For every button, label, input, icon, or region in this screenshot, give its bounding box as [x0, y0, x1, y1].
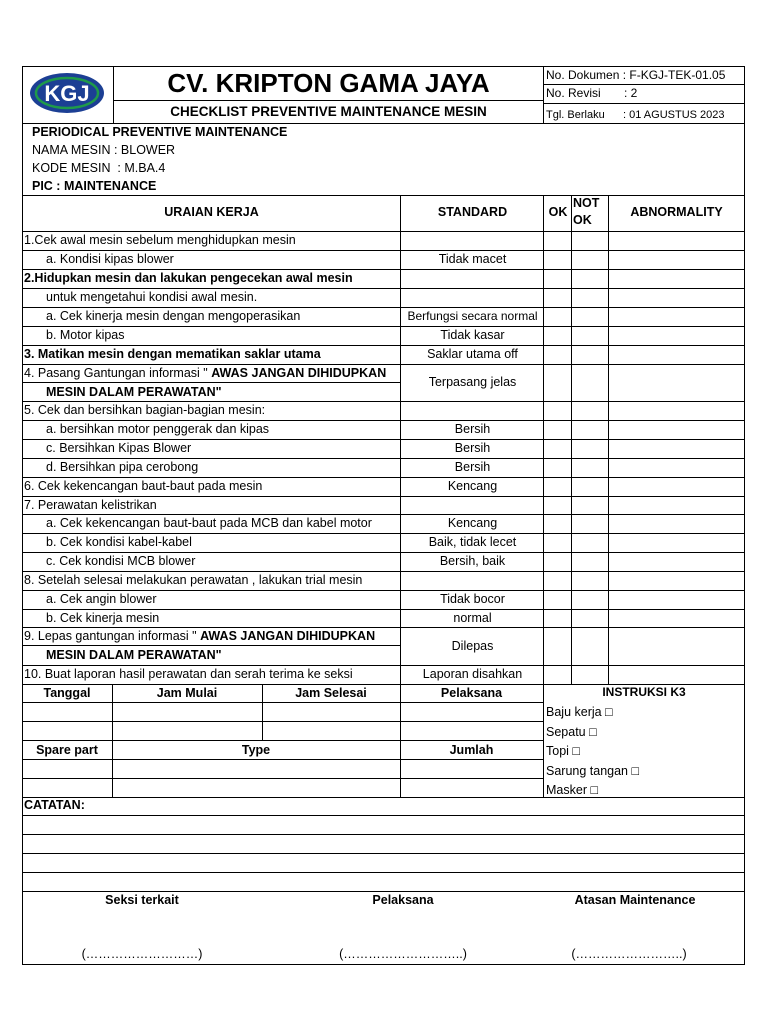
checklist-item-text: 1.Cek awal mesin sebelum menghidupkan mesin [24, 233, 296, 247]
company-name: CV. KRIPTON GAMA JAYA [167, 68, 490, 98]
k3-left-line [543, 684, 544, 797]
col-header-not-ok-1: NOT [573, 196, 600, 210]
checklist-row-line [22, 458, 744, 459]
checklist-item-text: 2.Hidupkan mesin dan lakukan pengecekan awal mesin [24, 271, 353, 285]
checklist-standard: Laporan disahkan [422, 667, 523, 681]
checklist-item-text-line-2: MESIN DALAM PERAWATAN" [46, 385, 222, 399]
signature-section-blank: (………………………) [81, 947, 203, 961]
checklist-row-line [22, 590, 744, 591]
checklist-row-line [22, 533, 744, 534]
log-line-2 [22, 721, 544, 722]
effective-date-label: Tgl. Berlaku [546, 109, 605, 121]
col-line-not-ok [571, 195, 572, 684]
periodical-label: PERIODICAL PREVENTIVE MAINTENANCE [32, 125, 288, 139]
col-line-ok [543, 195, 544, 684]
checklist-item-text: c. Cek kondisi MCB blower [46, 554, 196, 568]
log-line-3 [22, 740, 544, 741]
col-header-abnormality: ABNORMALITY [630, 205, 723, 219]
effective-date-value: : 01 AGUSTUS 2023 [623, 109, 725, 121]
col-header-ok: OK [548, 205, 568, 219]
signature-executor-blank: (………………………..) [339, 947, 467, 961]
signature-supervisor-label: Atasan Maintenance [574, 893, 696, 907]
checklist-standard: Tidak bocor [440, 592, 505, 606]
checklist-standard: Kencang [447, 479, 498, 493]
checklist-item-text: b. Cek kondisi kabel-kabel [46, 535, 192, 549]
k3-item: Sepatu □ [546, 724, 597, 739]
machine-name: NAMA MESIN : BLOWER [32, 143, 176, 157]
spare-header-part: Spare part [36, 743, 98, 757]
pic-label: PIC : MAINTENANCE [32, 179, 157, 193]
checklist-standard: Tidak macet [438, 252, 507, 266]
checklist-item-text: b. Motor kipas [46, 328, 125, 342]
checklist-standard: Bersih [454, 441, 491, 455]
doc-info-divider [543, 66, 544, 123]
checklist-row-line [22, 496, 744, 497]
info-bottom-line [22, 195, 744, 196]
notes-line-1 [22, 815, 744, 816]
k3-item: Topi □ [546, 744, 580, 758]
checklist-standard: Baik, tidak lecet [428, 535, 517, 549]
checklist-row-line [22, 401, 744, 402]
checklist-item-text: 6. Cek kekencangan baut-baut pada mesin [24, 479, 263, 493]
checklist-item-text: 8. Setelah selesai melakukan perawatan , lakukan trial mesin [24, 573, 363, 587]
signature-supervisor-blank: (……………………..) [571, 947, 687, 961]
col-header-work: URAIAN KERJA [164, 205, 259, 219]
checklist-item-text: 10. Buat laporan hasil perawatan dan serah terima ke seksi [24, 667, 353, 681]
spare-header-type: Type [241, 743, 271, 757]
col-header-bottom-line [22, 231, 744, 232]
document-number: No. Dokumen : F-KGJ-TEK-01.05 [546, 68, 726, 82]
title-line [113, 100, 543, 101]
notes-line-2 [22, 834, 744, 835]
col-header-not-ok-2: OK [573, 213, 592, 227]
checklist-item-text: 9. Lepas gantungan informasi " AWAS JANGAN DIHIDUPKAN [24, 629, 376, 643]
log-line-1 [22, 702, 544, 703]
notes-label: CATATAN: [24, 798, 85, 812]
spare-header-qty: Jumlah [449, 743, 494, 757]
checklist-row-line [22, 439, 744, 440]
col-line-standard [400, 195, 401, 684]
notes-line-5 [22, 891, 744, 892]
checklist-row-line [22, 364, 744, 365]
checklist-row-line [22, 269, 744, 270]
logo-text: KGJ [44, 81, 90, 106]
log-header-start: Jam Mulai [156, 686, 218, 700]
checklist-standard: Kencang [447, 516, 498, 530]
checklist-row-line [22, 552, 744, 553]
checklist-standard: Dilepas [451, 639, 494, 653]
checklist-row-line [22, 571, 744, 572]
log-line-5 [22, 778, 544, 779]
checklist-standard: Saklar utama off [427, 347, 518, 361]
checklist-item-text: a. Cek kinerja mesin dengan mengoperasikan [46, 309, 301, 323]
checklist-row-line [22, 420, 744, 421]
checklist-item-text: a. Cek kekencangan baut-baut pada MCB dan kabel motor [46, 516, 372, 530]
checklist-standard: Terpasang jelas [428, 375, 517, 389]
signature-section-label: Seksi terkait [105, 893, 179, 907]
document-title: CHECKLIST PREVENTIVE MAINTENANCE MESIN [170, 104, 487, 119]
checklist-item-text: 5. Cek dan bersihkan bagian-bagian mesin: [24, 403, 266, 417]
log-line-4 [22, 759, 544, 760]
notes-line-3 [22, 853, 744, 854]
checklist-row-line [22, 288, 744, 289]
checklist-standard: Bersih, baik [439, 554, 506, 568]
checklist-standard: Bersih [454, 422, 491, 436]
log-header-end: Jam Selesai [295, 686, 367, 700]
doc-info-line-2 [543, 103, 744, 104]
warning-sign-text: AWAS JANGAN DIHIDUPKAN [200, 629, 376, 643]
checklist-item-text: a. Kondisi kipas blower [46, 252, 174, 266]
k3-title: INSTRUKSI K3 [602, 685, 686, 699]
col-line-abnormality [608, 195, 609, 684]
revision-number: No. Revisi : 2 [546, 86, 638, 100]
checklist-item-text: 7. Perawatan kelistrikan [24, 498, 157, 512]
log-header-executor: Pelaksana [440, 686, 503, 700]
checklist-standard: Bersih [454, 460, 491, 474]
checklist-row-line [22, 514, 744, 515]
checklist-row-line [22, 477, 744, 478]
checklist-standard: Tidak kasar [440, 328, 505, 342]
checklist-row-line [22, 609, 744, 610]
checklist-item-text: c. Bersihkan Kipas Blower [46, 441, 192, 455]
checklist-item-text: 4. Pasang Gantungan informasi " AWAS JANGAN DIHIDUPKAN [24, 366, 387, 380]
row-half-line [22, 645, 400, 646]
checklist-standard: normal [453, 611, 492, 625]
doc-info-line-1 [543, 84, 744, 85]
checklist-item-text: untuk mengetahui kondisi awal mesin. [46, 290, 258, 304]
checklist-row-line [22, 627, 744, 628]
log-header-date: Tanggal [43, 686, 91, 700]
checklist-row-line [22, 307, 744, 308]
company-logo [28, 71, 106, 115]
checklist-row-line [22, 345, 744, 346]
notes-line-4 [22, 872, 744, 873]
checklist-row-line [22, 326, 744, 327]
machine-code: KODE MESIN : M.BA.4 [32, 161, 166, 175]
k3-item: Baju kerja □ [546, 705, 613, 719]
checklist-row-line [22, 250, 744, 251]
checklist-item-text-line-2: MESIN DALAM PERAWATAN" [46, 648, 222, 662]
checklist-item-text: b. Cek kinerja mesin [46, 611, 160, 625]
signature-executor-label: Pelaksana [372, 893, 434, 907]
checklist-item-text: a. Cek angin blower [46, 592, 157, 606]
checklist-item-text: 3. Matikan mesin dengan mematikan saklar utama [24, 347, 321, 361]
checklist-row-line [22, 665, 744, 666]
checklist-item-text: d. Bersihkan pipa cerobong [46, 460, 199, 474]
warning-sign-text: AWAS JANGAN DIHIDUPKAN [211, 366, 387, 380]
k3-item: Masker □ [546, 783, 599, 797]
row-half-line [22, 382, 400, 383]
col-header-standard: STANDARD [437, 205, 508, 219]
checklist-item-text: a. bersihkan motor penggerak dan kipas [46, 422, 270, 436]
header-bottom-line [22, 123, 744, 124]
log-line-6 [22, 797, 744, 798]
k3-item: Sarung tangan □ [546, 763, 640, 778]
checklist-standard: Berfungsi secara normal [407, 309, 538, 323]
